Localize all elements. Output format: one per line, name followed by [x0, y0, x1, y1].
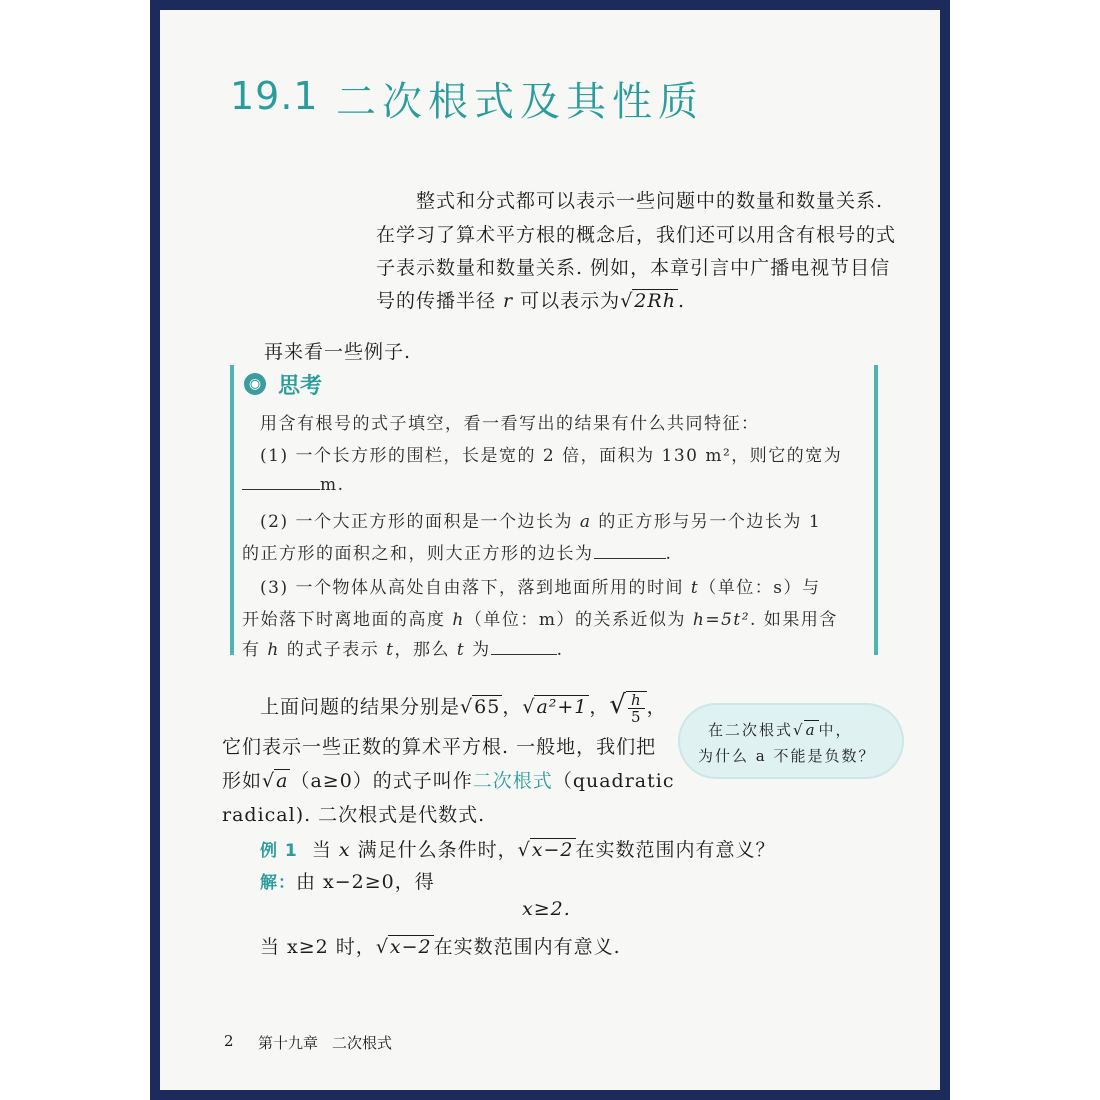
example-1-solution: 解：由 x−2≥0，得: [260, 871, 435, 893]
example-1-result: x≥2.: [522, 898, 571, 920]
solution-label: 解：: [260, 873, 296, 893]
intro-line-4: 号的传播半径 r 可以表示为√2Rh .: [376, 290, 685, 312]
think-box: [230, 365, 878, 660]
section-number: 19.1: [230, 74, 319, 118]
answer-blank-1: [242, 473, 320, 490]
question-1-line-2: m.: [242, 473, 345, 495]
page-number: 2: [224, 1032, 234, 1050]
section-title: 二次根式及其性质: [336, 79, 704, 125]
example-1-conclusion: 当 x≥2 时，√x−2 在实数范围内有意义.: [260, 936, 621, 958]
intro-line-2: 在学习了算术平方根的概念后，我们还可以用含有根号的式: [376, 224, 897, 246]
textbook-page: [160, 10, 940, 1090]
question-3-line-2: 开始落下时离地面的高度 h（单位：m）的关系近似为 h=5t². 如果用含: [242, 610, 838, 630]
bubble-line-1: 在二次根式√a 中，: [708, 721, 853, 739]
question-3-line-3: 有 h 的式子表示 t，那么 t 为 .: [242, 640, 564, 660]
chapter-label: 第十九章: [258, 1034, 319, 1052]
results-line-3: 形如√a （a≥0）的式子叫作二次根式（quadratic: [222, 770, 675, 792]
question-1-line-1: (1) 一个长方形的围栏，长是宽的 2 倍，面积为 130 m²，则它的宽为: [260, 446, 843, 466]
intro-line-1: 整式和分式都可以表示一些问题中的数量和数量关系.: [416, 190, 884, 212]
example-1-label: 例 1: [260, 841, 298, 861]
term-quadratic-radical: 二次根式: [472, 770, 553, 792]
lightbulb-icon: ◉: [244, 373, 266, 395]
intro-line-3: 子表示数量和数量关系. 例如，本章引言中广播电视节目信: [376, 257, 891, 279]
question-2-line-2: 的正方形的面积之和，则大正方形的边长为 .: [242, 544, 673, 564]
result-sqrt-h-over-5: $\frac{h}{5}$: [626, 691, 647, 725]
result-sqrt-65: 65: [474, 696, 501, 718]
think-title: 思考: [278, 374, 323, 399]
results-line-4: radical). 二次根式是代数式.: [222, 804, 486, 826]
formula-sqrt-2Rh: 2Rh: [634, 290, 676, 312]
result-sqrt-a2-plus-1: a²+1: [536, 696, 588, 718]
chapter-title: 二次根式: [332, 1034, 393, 1052]
results-line-2: 它们表示一些正数的算术平方根. 一般地，我们把: [222, 736, 657, 758]
think-instruction: 用含有根号的式子填空，看一看写出的结果有什么共同特征：: [260, 414, 760, 434]
answer-blank-2: [594, 542, 666, 559]
example-1-question: 例 1 当 x 满足什么条件时，√x−2 在实数范围内有意义？: [260, 839, 776, 861]
answer-blank-3: [491, 638, 557, 655]
bubble-line-2: 为什么 a 不能是负数？: [698, 747, 876, 765]
hint-bubble: [680, 705, 902, 777]
question-2-line-1: (2) 一个大正方形的面积是一个边长为 a 的正方形与另一个边长为 1: [260, 512, 822, 532]
examples-lead: 再来看一些例子.: [264, 341, 412, 363]
results-line-1: 上面问题的结果分别是√65 ，√a²+1 ，√ $\frac{h}{5}$ ，: [260, 690, 667, 726]
question-3-line-1: (3) 一个物体从高处自由落下，落到地面所用的时间 t（单位：s）与: [260, 578, 821, 598]
